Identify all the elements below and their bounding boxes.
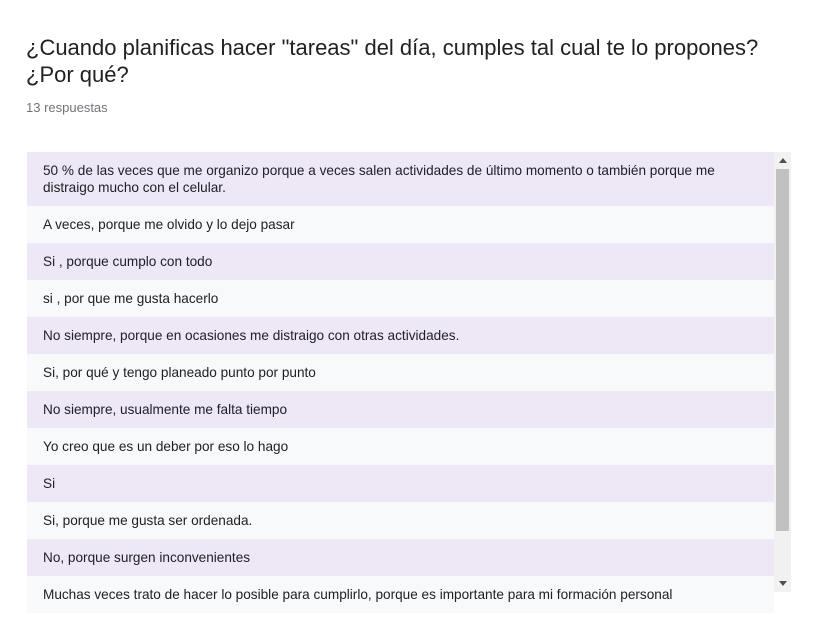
response-item: Muchas veces trato de hacer lo posible para cumplirlo, porque es importante para mi formación personal (27, 576, 774, 613)
response-item: No siempre, porque en ocasiones me distraigo con otras actividades. (27, 317, 774, 354)
response-count: 13 respuestas (26, 100, 108, 115)
response-item: A veces, porque me olvido y lo dejo pasar (27, 206, 774, 243)
scroll-thumb[interactable] (776, 169, 789, 531)
vertical-scrollbar[interactable] (774, 152, 791, 592)
response-item: Yo creo que es un deber por eso lo hago (27, 428, 774, 465)
response-item: Si, porque me gusta ser ordenada. (27, 502, 774, 539)
response-item: Si , porque cumplo con todo (27, 243, 774, 280)
response-item: si , por que me gusta hacerlo (27, 280, 774, 317)
triangle-up-icon (779, 158, 787, 163)
response-item: No siempre, usualmente me falta tiempo (27, 391, 774, 428)
response-item: Si (27, 465, 774, 502)
scroll-down-button[interactable] (774, 575, 791, 592)
response-item: No, porque surgen inconvenientes (27, 539, 774, 576)
response-item: 50 % de las veces que me organizo porque a veces salen actividades de último momento o también porque me distraigo mucho con el celular. (27, 152, 774, 206)
responses-list-container[interactable] (27, 152, 791, 602)
responses-list (27, 152, 774, 613)
question-title: ¿Cuando planificas hacer "tareas" del día, cumples tal cual te lo propones? ¿Por qué? (26, 35, 759, 87)
scroll-up-button[interactable] (774, 152, 791, 169)
response-item: Si, por qué y tengo planeado punto por punto (27, 354, 774, 391)
triangle-down-icon (779, 581, 787, 586)
